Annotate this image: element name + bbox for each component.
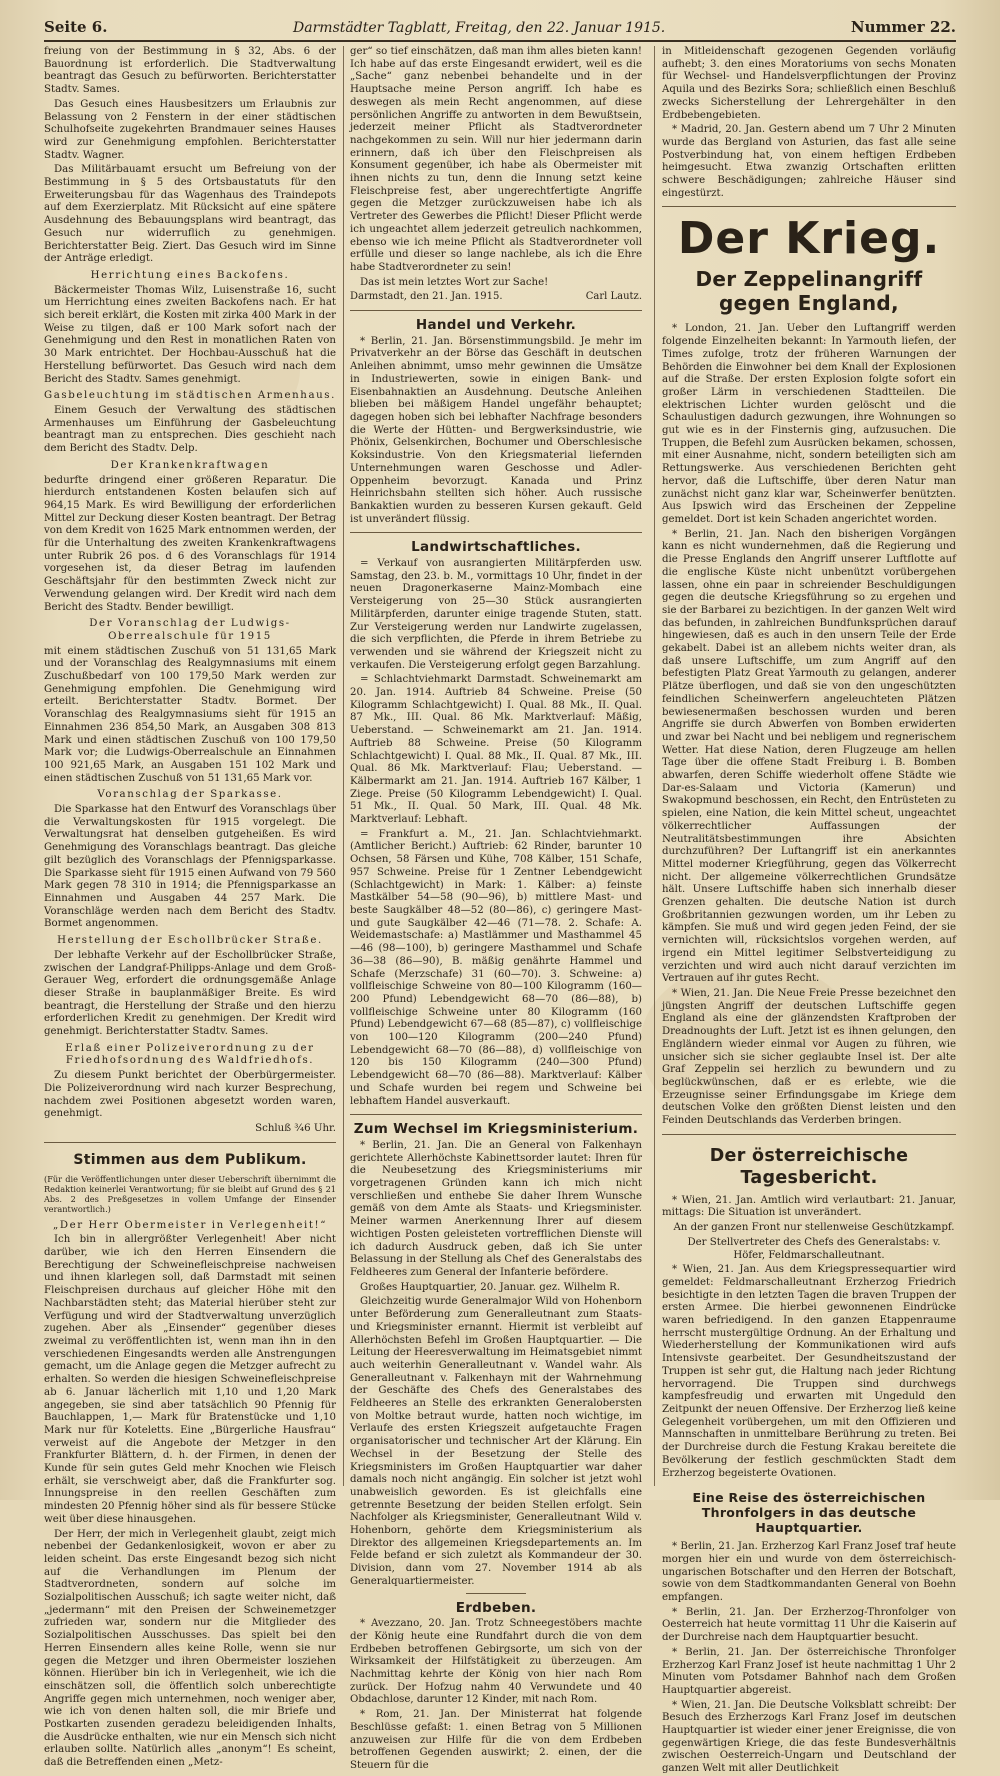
article-paragraph: * Berlin, 21. Jan. Erzherzog Karl Franz Josef traf heute morgen hier ein und wurde von dem österreichisch-ungarischen Botschafter und den Herren der Botschaft, sowie von dem Stadtkommandanten General von Boehn empfangen. [662, 1541, 956, 1604]
article-paragraph: Das Gesuch eines Hausbesitzers um Erlaubnis zur Belassung von 2 Fenstern in der einer städtischen Schulhofseite zugekehrten Brandmauer seines Hauses wird zur Genehmigung empfohlen. Berichterstatter Stadtv. Wagner. [44, 98, 336, 161]
issue-number: Nummer 22. [850, 18, 956, 36]
article-paragraph: * Berlin, 21. Jan. Die an General von Falkenhayn gerichtete Allerhöchste Kabinettsorder lautet: Ihren für die Neubesetzung des Kriegsministeriums mir vorgetragenen Gründen kann ich mich nicht verschließen und enthebe Sie daher Ihrem Wunsche gemäß von dem Amte als Staats- und Kriegsminister. Meiner warmen Anerkennung Ihrer auf diesem wichtigen Posten geleisteten vortrefflichen Dienste will ich dadurch Ausdruck geben, daß ich Sie unter Belassung in der Stellung als Chef des Generalstabs des Feldheeres zum General der Infanterie befördere. [350, 1139, 642, 1278]
section-heading-handel: Handel und Verkehr. [415, 317, 577, 334]
subheading: Der Voranschlag der Ludwigs-Oberrealschule für 1915 [89, 618, 291, 642]
closing-time: Schluß ³⁄₄6 Uhr. [255, 1122, 336, 1134]
column-1 [44, 46, 336, 1769]
article-paragraph: = Schlachtviehmarkt Darmstadt. Schweinemarkt am 20. Jan. 1914. Auftrieb 84 Schweine. Preise (50 Kilogramm Schlachtgewicht) I. Qual. 88 Mk., II. Qual. 87 Mk., III. Qual. 86 Mk. Marktverlauf: Mäßig, Ueberstand. — Schweinemarkt am 21. Jan. 1914. Auftrieb 88 Schweine. Preise (50 Kilogramm Schlachtgewicht) I. Qual. 88 Mk., II. Qual. 87 Mk., III. Qual. 86 Mk. Marktverlauf: Flau; Ueberstand. — Kälbermarkt am 21. Jan. 1914. Auftrieb 167 Kälber, 1 Ziege. Preise (50 Kilogramm Lebendgewicht) I. Qual. 51 Mk., II. Qual. 50 Mark, III. Qual. 48 Mk. Marktverlauf: Lebhaft. [350, 674, 642, 826]
section-heading-publikum: Stimmen aus dem Publikum. [73, 1151, 307, 1168]
subheading: Der Krankenkraftwagen [110, 459, 270, 471]
article-paragraph: * Avezzano, 20. Jan. Trotz Schneegestöbers machte der König heute eine Rundfahrt durch die von dem Erdbeben betroffenen Gebirgsorte, um sich von der Wirksamkeit der Hilfstätigkeit zu überzeugen. Am Nachmittag kehrte der König von hier nach Rom zurück. Der Hofzug nahm 40 Verwundete und 40 Obdachlose, darunter 12 Kinder, mit nach Rom. [350, 1618, 642, 1706]
subheading: Voranschlag der Sparkasse. [97, 789, 283, 801]
section-divider [466, 1593, 526, 1594]
subheading: Gasbeleuchtung im städtischen Armenhaus. [44, 390, 336, 402]
signature-line [350, 291, 642, 304]
article-paragraph: Bäckermeister Thomas Wilz, Luisenstraße 16, sucht um Herrichtung eines zweiten Backofens nach. Er hat sich bereit erklärt, die Kosten mit zirka 400 Mark in der Weise zu tilgen, daß er 100 Mark sofort nach der Genehmigung und den Rest in monatlichen Raten von 30 Mark entrichtet. Der Hochbau-Ausschuß hat die Herstellung befürwortet. Das Gesuch wird nach dem Bericht des Stadtv. Sames genehmigt. [44, 284, 336, 385]
article-paragraph: * Berlin, 21. Jan. Nach den bisherigen Vorgängen kann es nicht wundernehmen, daß die Regierung und die Presse Englands den Angriff unserer Luftflotte auf die englische Küste nicht unbenützt vorübergehen lassen, ohne ein paar in schreiender Beschuldigungen gegen die deutsche Kriegsführung so zu ergehen und sie der Barbarei zu bezichtigen. In der ganzen Welt wird das befunden, in zahlreichen Bundfunksprüchen darauf hingewiesen, daß es auch in den unsern Teile der Erde gekabelt. Dabei ist an allebem nichts weiter dran, als daß unsere Luftschiffe, um zum Angriff auf den befestigten Platz Great Yarmouth zu gelangen, anderer Plätze überflogen, und daß sie von den ungeschützten feindlichen Scheinwerfern angeleuchteten Plätzen bewiesenermaßen beschossen wurden und beren Angriffe sie durch Abwerfen von Bomben erwiderten und zwar bei Nacht und bei nebligem und regnerischem Wetter. Hat diese Nation, deren Flugzeuge am hellen Tage über die offene Stadt Freiburg i. B. Bomben abwarfen, deren Schiffe wiederholt offene Städte wie Dar-es-Salaam und Victoria (Kamerun) und Swakopmund beschossen, ein Recht, den Entrüsteten zu spielen, eine Nation, die kein Mittel scheut, ungeachtet völkerrechtlicher Auffassungen der Neutralitätsbestimmungen ihre Absichten durchzuführen? Der Luftangriff ist ein anerkanntes Mittel moderner Kriegführung, gegen das Völkerrecht nicht. Der allgemeine völkerrechtlichen Grundsätze hält. Unsere Luftschiffe haben sich innerhalb dieser Grenzen gehalten. Die deutsche Nation ist durch Großbritannien gezwungen worden, um ihr Leben zu kämpfen. Sie muß und wird gegen jeden Feind, der sie vernichten will, rücksichtslos vorgehen werden, auf irgend ein Mittel legitimer Selbstverteidigung zu verzichten und wird auch nicht darauf verzichten im Vertrauen auf ihr gutes Recht. [662, 528, 956, 985]
section-divider [662, 206, 956, 207]
article-paragraph: in Mitleidenschaft gezogenen Gegenden vorläufig aufhebt; 3. den eines Moratoriums von sechs Monaten für Wechsel- und Handelsverpflichtungen der Provinz Aquila und des Bezirks Sora; schließlich einen Beschluß zwecks Sicherstellung der Lehrergehälter in den Erdbebengebieten. [662, 46, 956, 121]
section-heading-kriegsministerium: Zum Wechsel im Kriegsministerium. [353, 1121, 639, 1138]
headline-tagesbericht: Der österreichische Tagesbericht. [709, 1145, 909, 1188]
article-paragraph: * Rom, 21. Jan. Der Ministerrat hat folgende Beschlüsse gefaßt: 1. einen Betrag von 5 Millionen anzuweisen zur Hilfe für die von dem Erdbeben betroffenen Gegenden auswirkt; 2. einen, der die Steuern für die [350, 1709, 642, 1771]
section-heading-erdbeben: Erdbeben. [455, 1599, 537, 1616]
columns [44, 46, 956, 1775]
article-paragraph: bedurfte dringend einer größeren Reparatur. Die hierdurch entstandenen Kosten belaufen sich auf 964,15 Mark. Es wird Bewilligung der erforderlichen Mittel zur Deckung dieser Kosten beantragt. Der Betrag von dem Kredit von 1625 Mark entnommen werden, der für die Unterhaltung des zweiten Krankenkraftwagens unter Rubrik 26 pos. d 6 des Voranschlags für 1914 vorgesehen ist, da dieser Betrag im laufenden Geschäftsjahr für den bestimmten Zweck nicht zur Verwendung gelangen wird. Der Kredit wird nach dem Bericht des Stadtv. Bender bewilligt. [44, 474, 336, 613]
article-paragraph: Gleichzeitig wurde Generalmajor Wild von Hohenborn unter Beförderung zum Generalleutnant zum Staats- und Kriegsminister ernannt. Hiermit ist verbleibt auf Allerhöchsten Befehl im Großen Hauptquartier. — Die Leitung der Heeresverwaltung im Heimatsgebiet nimmt auch weiterhin Generalleutnant v. Wandel wahr. Als Generalleutnant v. Falkenhayn mit der Wahrnehmung der Geschäfte des Chefs des Generalstabes des Feldheeres an Stelle des erkrankten Generalobersten von Moltke betraut wurde, hatten noch wichtige, im Verlaufe des ersten Kriegszeit aufgetauchte Fragen organisatorischer und technischer Art der Klärung. Ein Wechsel in der Besetzung der Stelle des Kriegsministers im Großen Hauptquartier war daher damals noch nicht angängig. Ein solcher ist jetzt wohl unabweislich geworden. Es ist gleichfalls eine getrennte Besetzung der beiden Stellen erfolgt. Sein Nachfolger als Kriegsminister, Generalleutnant Wild v. Hohenborn, gehörte dem Kriegsministerium als Direktor des allgemeinen Kriegsdepartements an. Im Felde befand er sich zuletzt als Kommandeur der 30. Division, dann vom 27. November 1914 ab als Generalquartiermeister. [350, 1296, 642, 1587]
section-divider [350, 532, 642, 533]
article-paragraph: * Madrid, 20. Jan. Gestern abend um 7 Uhr 2 Minuten wurde das Bergland von Asturien, das fast alle seine Postverbindung hat, von einem heftigen Erdbeben heimgesucht. Etwa zwanzig Ortschaften erlitten schwere Beschädigungen; zahlreiche Häuser sind eingestürzt. [662, 124, 956, 199]
article-paragraph: * Wien, 21. Jan. Die Deutsche Volksblatt schreibt: Der Besuch des Erzherzogs Karl Franz Josef im deutschen Hauptquartier ist wieder einer jener Ereignisse, die von gegenwärtigen Kriege, die das feste Bundesverhältnis zwischen Oesterreich-Ungarn und Deutschland der ganzen Welt mit aller Deutlichkeit [662, 1699, 956, 1775]
headline-der-krieg: Der Krieg. [677, 213, 941, 265]
article-paragraph: Das ist mein letztes Wort zur Sache! [360, 276, 549, 288]
section-divider [44, 1142, 336, 1143]
column-divider [654, 46, 655, 1486]
subheading: Herrichtung eines Backofens. [90, 269, 290, 281]
article-paragraph: = Frankfurt a. M., 21. Jan. Schlachtviehmarkt. (Amtlicher Bericht.) Auftrieb: 62 Rinder, barunter 10 Ochsen, 58 Färsen und Kühe, 708 Kälber, 151 Schafe, 957 Schweine. Preise für 1 Zentner Lebendgewicht (Schlachtgewicht) in Mark: 1. Kälber: a) feinste Mastkälber 54—58 (90—96), b) mittlere Mast- und beste Saugkälber 48—52 (80—86), c) geringere Mast- und gute Saugkälber 42—46 (71—78. 2. Schafe: A. Weidemastschafe: a) Mastlämmer und Masthammel 45—46 (98—100), b) geringere Masthammel und Schafe 36—38 (86—90), B. mäßig genährte Hammel und Schafe (Merzschafe) 31 (60—70). 3. Schweine: a) vollfleischige Schweine von 80—100 Kilogramm (160—200 Pfund) Lebendgewicht 68—70 (86—88), b) vollfleischige Schweine unter 80 Kilogramm (160 Pfund) Lebendgewicht 67—68 (85—87), c) vollfleischige von 100—120 Kilogramm (200—240 Pfund) Lebendgewicht 68—70 (86—88), d) vollfleischige von 120 bis 150 Kilogramm (240—300 Pfund) Lebendgewicht 68—70 (86—88). Marktverlauf: Kälber und Schafe wurden bei regem und Schweine bei lebhaftem Handel ausverkauft. [350, 828, 642, 1107]
page-number: Seite 6. [44, 18, 108, 36]
article-paragraph: Der lebhafte Verkehr auf der Eschollbrücker Straße, zwischen der Landgraf-Philipps-Anlage und dem Groß-Gerauer Weg, erfordert die ordnungsgemäße Anlage dieser Straße in bauplanmäßiger Breite. Es wird beantragt, die Herstellung der Straße und den hierzu erforderlichen Kredit zu genehmigen. Der Kredit wird genehmigt. Berichterstatter Stadtv. Sames. [44, 949, 336, 1038]
newspaper-title: Darmstädter Tagblatt, Freitag, den 22. Januar 1915. [293, 20, 666, 36]
page-header [44, 12, 956, 42]
article-paragraph: * Wien, 21. Jan. Amtlich wird verlautbart: 21. Januar, mittags: Die Situation ist unverändert. [662, 1194, 956, 1219]
article-paragraph: Die Sparkasse hat den Entwurf des Voranschlags über die Verwaltungskosten für 1915 vorgelegt. Die Verwaltungsrat hat denselben gutgeheißen. Es wird Genehmigung des Voranschlags beantragt. Das gleiche gilt bezüglich des Voranschlags der Pfennigsparkasse. Die Sparkasse sieht für 1915 einen Aufwand von 79 560 Mark gegen 78 310 in 1914; die Pfennigsparkasse an Einnahmen und Ausgaben 44 257 Mark. Die Voranschläge werden nach dem Bericht des Stadtv. Bormet angenommen. [44, 804, 336, 930]
article-paragraph: * London, 21. Jan. Ueber den Luftangriff werden folgende Einzelheiten bekannt: In Yarmouth liefen, der Times zufolge, trotz der früheren Warnungen der Behörden die Einwohner bei dem Knall der Explosionen auf die Straße. Der ersten Explosion folgte sofort ein großer Lärm in verschiedenen Stadtteilen. Die elektrischen Lichter wurden gelöscht und die Schaulustigen dadurch gezwungen, ihre Wohnungen so gut wie es in der Finsternis ging, aufzusuchen. Die Truppen, die Befehl zum Ausrücken bekamen, schossen, mit einer Ausnahme, nicht, sondern beteiligten sich am Rettungswerke. Aus verschiedenen Berichten geht hervor, daß die Luftschiffe, über deren Natur man zunächst nicht ganz klar war, Scheinwerfer benützten. Aus Ipswich wird das Erscheinen der Zeppeline gemeldet. Dort ist kein Schaden angerichtet worden. [662, 323, 956, 525]
section-divider [662, 1134, 956, 1135]
headline-thronfolger-reise: Eine Reise des österreichischen Thronfolgers in das deutsche Hauptquartier. [692, 1490, 926, 1536]
article-paragraph: Der Stellvertreter des Chefs des Generalstabs: v. Höfer, Feldmarschalleutnant. [687, 1236, 941, 1261]
article-paragraph: Einem Gesuch der Verwaltung des städtischen Armenhauses um Einführung der Gasbeleuchtung beantragt man zu entsprechen. Dies geschieht nach dem Bericht des Stadtv. Delp. [44, 404, 336, 455]
headline-zeppelinangriff: Der Zeppelinangriff gegen England, [695, 267, 923, 316]
column-3 [662, 46, 956, 1775]
article-paragraph: Großes Hauptquartier, 20. Januar. gez. Wilhelm R. [360, 1281, 621, 1293]
article-paragraph: Zu diesem Punkt berichtet der Oberbürgermeister. Die Polizeiverordnung wird nach kurzer Besprechung, nachdem zwei Positionen abgesetzt worden waren, genehmigt. [44, 1070, 336, 1120]
article-paragraph: = Verkauf von ausrangierten Militärpferden usw. Samstag, den 23. b. M., vormittags 10 Uhr, findet in der neuen Dragonerkaserne Mainz-Mombach eine Versteigerung von 25—30 Stück ausrangierten Militärpferden, darunter einige tragende Stuten, statt. Zur Versteigerung werden nur Landwirte zugelassen, die sich verpflichten, die Pferde in ihrem Betriebe zu verwenden und sie während der Kriegszeit nicht zu verkaufen. Die Versteigerung erfolgt gegen Barzahlung. [350, 558, 642, 671]
editorial-note: (Für die Veröffentlichungen unter dieser Ueberschrift übernimmt die Redaktion keinerlei Verantwortung; für sie bleibt auf Grund des § 21 Abs. 2 des Preßgesetzes in vollem Umfange der Einsender verantwortlich.) [44, 1173, 336, 1214]
column-2 [350, 46, 642, 1771]
article-paragraph: * Berlin, 21. Jan. Der österreichische Thronfolger Erzherzog Karl Franz Josef ist heute nachmittag 1 Uhr 2 Minuten vom Potsdamer Bahnhof nach dem Großen Hauptquartier abgereist. [662, 1646, 956, 1696]
article-paragraph: * Berlin, 21. Jan. Der Erzherzog-Thronfolger von Oesterreich hat heute vormittag 11 Uhr die Kaiserin auf der Durchreise nach dem Hauptquartier besucht. [662, 1606, 956, 1644]
article-paragraph: ger“ so tief einschätzen, daß man ihm alles bieten kann! Ich habe auf das erste Eingesandt erwidert, weil es die „Sache“ ganz nebenbei behandelte und in der Hauptsache meine Person angriff. Ich habe es deswegen als mein Recht angenommen, auf diese persönlichen Angriffe zu antworten in dem Bewußtsein, jederzeit meiner Pflicht als Stadtverordneter nachgekommen zu sein. Will nur hier jedermann darin erinnern, daß ich über den Fleischpreisen als Konsument gegenüber, ich habe als Obermeister mit ihnen nichts zu tun, denn die Innung setzt keine Fleischpreise fest, aber ungerechtfertigte Angriffe gegen die Metzger zurückzuweisen habe ich als Vertreter des Gewerbes die Pflicht! Dieser Pflicht werde ich ungeachtet allem jederzeit getreulich nachkommen, ebenso wie ich meine Pflicht als Stadtverordneter voll erfülle und dieser so lange nachlebe, als ich die Ehre habe Stadtverordneter zu sein! [350, 46, 642, 273]
article-paragraph: * Wien, 21. Jan. Aus dem Kriegspressequartier wird gemeldet: Feldmarschalleutnant Erzherzog Friedrich besichtigte in den letzten Tagen die braven Truppen der ersten Armee. Die hierbei gewonnenen Eindrücke waren befriedigend. In den ganzen Etappenraume herrscht mustergültige Ordnung. An der Erhaltung und Wiederherstellung der Kommunikationen wird aufs Intensivste gearbeitet. Der Gesundheitszustand der Truppen ist sehr gut, die Haltung nach jeder Richtung hervorragend. Die Truppen sind durchwegs kampfesfreudig und erwarten mit Ungeduld den Zeitpunkt der neuen Offensive. Der Erzherzog ließ keine Gelegenheit vorübergehen, um mit den Offizieren und Mannschaften in unmittelbare Berührung zu treten. Bei der Durchreise durch die Festung Krakau bereitete die Bevölkerung der festlich geschmückten Stadt dem Erzherzog begeisterte Ovationen. [662, 1264, 956, 1479]
article-paragraph: freiung von der Bestimmung in § 32, Abs. 6 der Bauordnung ist erforderlich. Die Stadtverwaltung beantragt das Gesuch zu befürworten. Berichterstatter Stadtv. Sames. [44, 46, 336, 96]
article-paragraph: Das Militärbauamt ersucht um Befreiung von der Bestimmung in § 5 des Ortsbaustatuts für den Erweiterungsbau für das Wagenhaus des Traindepots auf dem Exerzierplatz. Mit Rücksicht auf eine spätere Ausdehnung des Bebauungsplans wird beantragt, das Gesuch nur widerruflich zu genehmigen. Berichterstatter Beig. Ziert. Das Gesuch wird im Sinne der Anträge erledigt. [44, 164, 336, 265]
article-paragraph: Der Herr, der mich in Verlegenheit glaubt, zeigt mich nebenbei der Gedankenlosigkeit, wovon er aber zu leiden scheint. Das erste Eingesandt bezog sich nicht auf die Verhandlungen im Plenum der Stadtverordneten, sondern auf solche im Sozialpolitischen Ausschuß; ich sagte weiter nicht, daß „jedermann“ mit den Preisen der Schweinemetzger zufrieden war, sondern nur die Mitglieder des Sozialpolitischen Ausschusses. Das spielt bei den Herren Einsendern alles keine Rolle, wenn sie nur gegen die Metzger und ihren Obermeister losziehen können. Hierüber bin ich in Verlegenheit, wie ich die einschätzen soll, die öffentlich solch unberechtigte Angriffe gegen mich unternehmen, noch weniger aber, wie ich von denen halten soll, die mir Briefe und Postkarten zusenden geradezu beleidigenden Inhalts, die Ausdrücke enthalten, wie nur ein Mensch sich nicht erlauben sollte. Natürlich alles „anonym“! Es scheint, daß die Betreffenden einen „Metz- [44, 1528, 336, 1769]
article-paragraph: mit einem städtischen Zuschuß von 51 131,65 Mark und der Voranschlag des Realgymnasiums mit einem Zuschußbedarf von 100 179,50 Mark werden zur Genehmigung empfohlen. Die Genehmigung wird erteilt. Berichterstatter Stadtv. Bormet. Der Voranschlag des Realgymnasiums sieht für 1915 an Einnahmen 236 854,50 Mark, an Ausgaben 308 813 Mark und einen städtischen Zuschuß von 100 179,50 Mark vor; die Ludwigs-Oberrealschule an Einnahmen 100 921,65 Mark, an Ausgaben 151 102 Mark und einen städtischen Zuschuß von 51 131,65 Mark vor. [44, 645, 336, 784]
article-paragraph: * Wien, 21. Jan. Die Neue Freie Presse bezeichnet den jüngsten Angriff der deutschen Luftschiffe gegen England als eine der glänzendsten Kraftproben der Dreadnoughts der Luft. Jetzt ist es ihnen gelungen, den Engländern wieder einmal vor Augen zu führen, wie unsicher sich sie sicher geglaubte Insel ist. Der alte Graf Zeppelin sei herzlich zu bewundern und zu beglückwünschen, daß er es erlebte, wie die Erzeugnisse seiner Erfindungsgabe im Kriege dem deutschen Volke den größten Dienst leisten und den Feinden Deutschlands das Verderben bringen. [662, 988, 956, 1127]
subheading: Erlaß einer Polizeiverordnung zu der Friedhofsordnung des Waldfriedhofs. [65, 1042, 315, 1067]
signature-place-date: Darmstadt, den 21. Jan. 1915. [350, 291, 503, 303]
signature-name: Carl Lautz. [585, 291, 642, 303]
column-divider [343, 46, 344, 1486]
article-paragraph: * Berlin, 21. Jan. Börsenstimmungsbild. Je mehr im Privatverkehr an der Börse das Geschäft in deutschen Anleihen abnimmt, umso mehr gewinnen die Umsätze in Industriewerten, sowie in einigen Bank- und Eisenbahnaktien an Ausdehnung. Deutsche Anleihen blieben bei mäßigem Handel ungefähr behauptet; dagegen hoben sich bei lebhafter Nachfrage besonders die Werte der Hütten- und Bergwerksindustrie, wie Phönix, Gelsenkirchen, Bochumer und Oberschlesische Koksindustrie. Von den Kriegsmaterial liefernden Unternehmungen waren Geschosse und Adler-Oppenheim bevorzugt. Kanada und Prinz Heinrichsbahn stellten sich höher. Auch russische Bankaktien wurden zu besseren Kursen gekauft. Geld ist unverändert flüssig. [350, 335, 642, 525]
article-paragraph: An der ganzen Front nur stellenweise Geschützkampf. [673, 1222, 955, 1234]
article-paragraph: Ich bin in allergrößter Verlegenheit! Aber nicht darüber, wie ich den Herren Einsendern die Berechtigung der Schweinefleischpreise nachweisen und ihnen klarlegen soll, daß Darmstadt mit seinen Fleischpreisen durchaus auf gleicher Höhe mit den Nachbarstädten steht; das Material hierüber steht zur Verfügung und wird der Stadtverwaltung unverzüglich zugehen. Aber als „Einsender“ gegenüber dieses zweimal zu veröffentlichten ist, wenn man ihn in den verschiedenen Eingesandts werden alle Anstrengungen gemacht, um die Anlage gegen die Metzger aufrecht zu erhalten. So werden die hiesigen Schweinefleischpreise ab 6. Januar lächerlich mit 1,10 und 1,20 Mark angegeben, sie sind aber tatsächlich 90 Pfennig für Bauchlappen, 1,— Mark für Bratenstücke und 1,10 Mark nur für Koteletts. Eine „Bürgerliche Hausfrau“ verweist auf die Angebote der Metzger in den Frankfurter Blättern, d. h. der Firmen, in denen der Kunde für sein gutes Geld mehr Knochen wie Fleisch erhält, sie verschweigt aber, daß die Frankfurter sog. Innungspreise in den reellen Geschäften zum mindesten 20 Pfennig höher sind als für bessere Stücke weit über diese hinausgehen. [44, 1234, 336, 1525]
subheading: Herstellung der Eschollbrücker Straße. [57, 935, 323, 947]
section-heading-landwirtschaft: Landwirtschaftliches. [411, 539, 581, 556]
subheading: „Der Herr Obermeister in Verlegenheit!“ [52, 1219, 328, 1231]
section-divider [350, 1114, 642, 1115]
section-divider [350, 310, 642, 311]
